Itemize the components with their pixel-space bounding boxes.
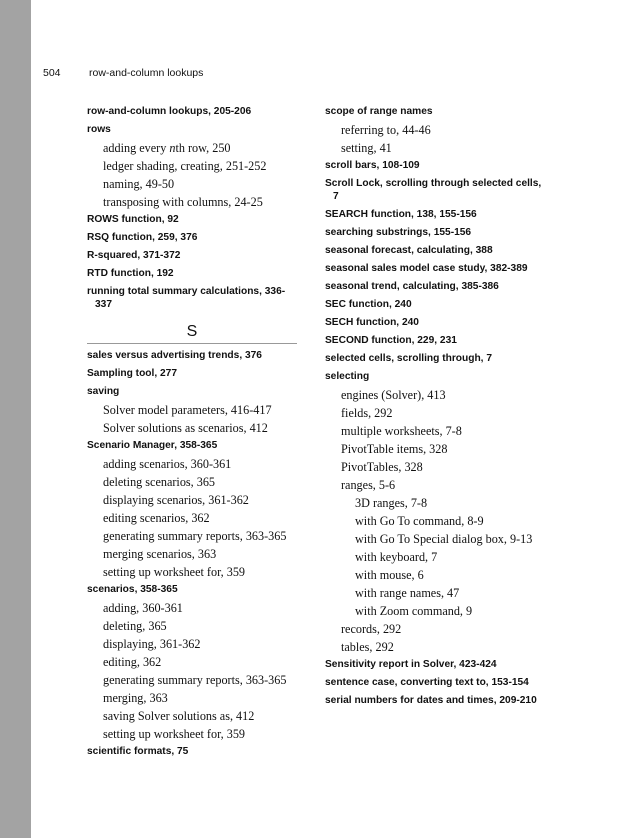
index-entry: Sampling tool, 277 <box>87 368 178 379</box>
entry-italic-text: n <box>169 140 176 155</box>
index-entry: scope of range names <box>325 106 433 117</box>
page-spine <box>0 0 31 838</box>
index-subentry: multiple worksheets, 7-8 <box>341 423 462 438</box>
page-number: 504 <box>43 67 61 79</box>
entry-text: th row, 250 <box>175 140 231 155</box>
index-subentry: with mouse, 6 <box>355 567 424 582</box>
index-subentry: setting up worksheet for, 359 <box>103 726 246 741</box>
index-entry: SEC function, 240 <box>325 299 412 310</box>
index-subentry: fields, 292 <box>341 405 393 420</box>
index-column-left <box>87 103 297 761</box>
index-entry: scenarios, 358-365 <box>87 584 178 595</box>
index-entry: selected cells, scrolling through, 7 <box>325 353 493 364</box>
index-entry: R-squared, 371-372 <box>87 250 181 261</box>
index-subentry: editing scenarios, 362 <box>103 510 210 525</box>
index-subentry: tables, 292 <box>341 639 394 654</box>
index-subentry: deleting scenarios, 365 <box>103 474 216 489</box>
index-subentry: adding scenarios, 360-361 <box>103 456 232 471</box>
section-letter: S <box>186 323 198 340</box>
index-entry: searching substrings, 155-156 <box>325 227 472 238</box>
index-subentry: PivotTables, 328 <box>341 459 423 474</box>
index-entry: scroll bars, 108-109 <box>325 160 420 171</box>
index-entry: SECH function, 240 <box>325 317 419 328</box>
index-subentry: deleting, 365 <box>103 618 167 633</box>
index-column-right <box>325 103 547 710</box>
index-subentry: displaying, 361-362 <box>103 636 201 651</box>
index-entry: SECOND function, 229, 231 <box>325 335 457 346</box>
index-subentry: with keyboard, 7 <box>355 549 438 564</box>
index-subentry: saving Solver solutions as, 412 <box>103 708 255 723</box>
index-subentry: naming, 49-50 <box>103 176 175 191</box>
index-subentry: setting up worksheet for, 359 <box>103 564 246 579</box>
index-entry: SEARCH function, 138, 155-156 <box>325 209 477 220</box>
index-subentry: with range names, 47 <box>355 585 460 600</box>
index-entry: RSQ function, 259, 376 <box>87 232 198 243</box>
entry-text: adding every <box>103 140 170 155</box>
index-subentry: setting, 41 <box>341 140 392 155</box>
index-subentry: PivotTable items, 328 <box>341 441 448 456</box>
index-subentry: adding, 360-361 <box>103 600 183 615</box>
index-subentry: merging, 363 <box>103 690 168 705</box>
index-subentry: generating summary reports, 363-365 <box>103 672 287 687</box>
index-entry: seasonal forecast, calculating, 388 <box>325 245 493 256</box>
index-subentry: merging scenarios, 363 <box>103 546 217 561</box>
index-entry: rows <box>87 124 111 135</box>
index-subentry: Solver solutions as scenarios, 412 <box>103 420 268 435</box>
index-entry: row-and-column lookups, 205-206 <box>87 106 252 117</box>
index-entry: scientific formats, 75 <box>87 746 189 757</box>
index-subentry: editing, 362 <box>103 654 162 669</box>
index-subentry: records, 292 <box>341 621 402 636</box>
index-subentry: with Zoom command, 9 <box>355 603 473 618</box>
index-subentry <box>87 139 297 157</box>
index-subentry: Solver model parameters, 416-417 <box>103 402 272 417</box>
index-entry: RTD function, 192 <box>87 268 174 279</box>
index-subentry: displaying scenarios, 361-362 <box>103 492 249 507</box>
index-entry: seasonal trend, calculating, 385-386 <box>325 281 499 292</box>
index-entry: running total summary calculations, 336-337 <box>87 286 286 310</box>
index-subentry: referring to, 44-46 <box>341 122 431 137</box>
index-subentry: 3D ranges, 7-8 <box>355 495 428 510</box>
index-entry: sales versus advertising trends, 376 <box>87 350 262 361</box>
index-entry: saving <box>87 386 120 397</box>
index-entry: sentence case, converting text to, 153-154 <box>325 677 529 688</box>
index-entry: serial numbers for dates and times, 209-210 <box>325 695 537 706</box>
index-subentry: with Go To Special dialog box, 9-13 <box>355 531 533 546</box>
index-subentry: generating summary reports, 363-365 <box>103 528 287 543</box>
index-subentry: engines (Solver), 413 <box>341 387 446 402</box>
index-entry: selecting <box>325 371 370 382</box>
index-entry: ROWS function, 92 <box>87 214 179 225</box>
header-title: row-and-column lookups <box>89 67 204 79</box>
index-entry: Scroll Lock, scrolling through selected cells, 7 <box>325 178 542 202</box>
index-subentry: with Go To command, 8-9 <box>355 513 484 528</box>
index-subentry: ranges, 5-6 <box>341 477 396 492</box>
index-entry: seasonal sales model case study, 382-389 <box>325 263 528 274</box>
index-subentry: transposing with columns, 24-25 <box>103 194 263 209</box>
index-entry: Scenario Manager, 358-365 <box>87 440 218 451</box>
index-entry: Sensitivity report in Solver, 423-424 <box>325 659 497 670</box>
running-header <box>43 67 203 79</box>
index-subentry: ledger shading, creating, 251-252 <box>103 158 267 173</box>
section-divider <box>87 343 297 344</box>
